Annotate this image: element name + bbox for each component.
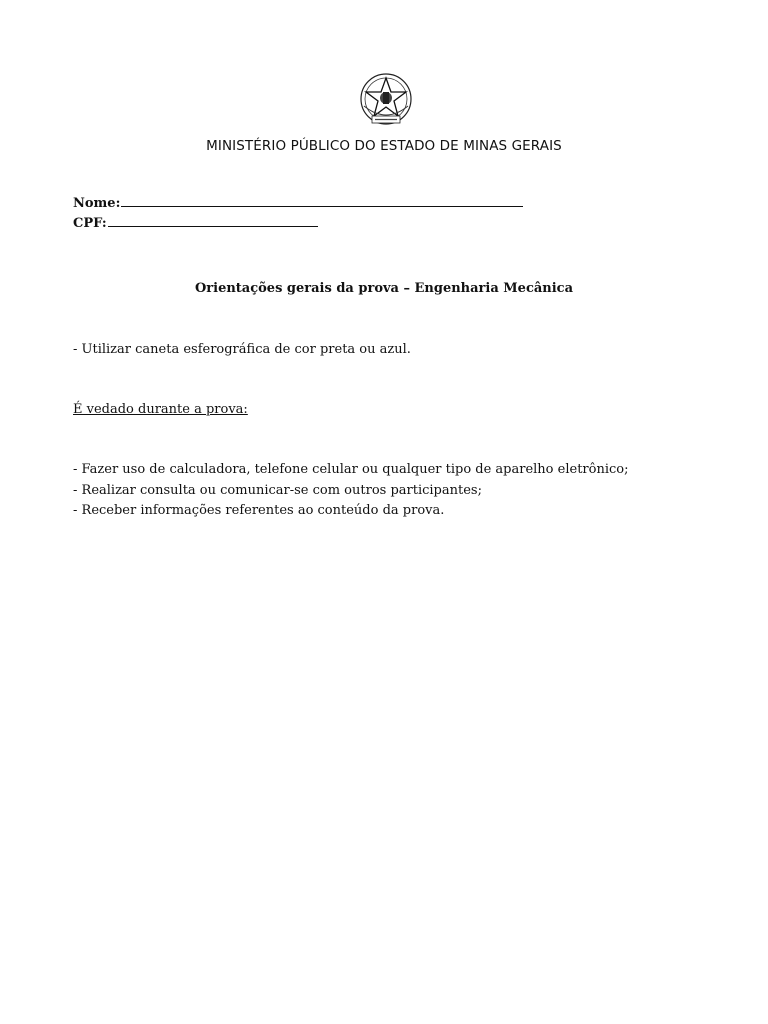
list-item: - Realizar consulta ou comunicar-se com outros participantes; bbox=[73, 482, 482, 498]
name-fill-line bbox=[121, 194, 523, 207]
cpf-field bbox=[73, 214, 318, 231]
pen-instruction: - Utilizar caneta esferográfica de cor preta ou azul. bbox=[73, 342, 411, 357]
cpf-field-label: CPF: bbox=[73, 216, 107, 231]
name-field-label: Nome: bbox=[73, 196, 121, 211]
list-item: - Fazer uso de calculadora, telefone celular ou qualquer tipo de aparelho eletrônico; bbox=[73, 462, 629, 477]
name-field bbox=[73, 194, 523, 211]
exam-guidelines-heading: Orientações gerais da prova – Engenharia Mecânica bbox=[194, 281, 574, 296]
list-item: - Receber informações referentes ao conteúdo da prova. bbox=[73, 503, 445, 518]
ministry-header: MINISTÉRIO PÚBLICO DO ESTADO DE MINAS GERAIS bbox=[206, 138, 562, 154]
prohibited-list bbox=[73, 461, 628, 523]
cpf-fill-line bbox=[108, 214, 318, 227]
prohibited-title: É vedado durante a prova: bbox=[73, 402, 248, 417]
state-coat-of-arms-seal bbox=[352, 72, 420, 132]
